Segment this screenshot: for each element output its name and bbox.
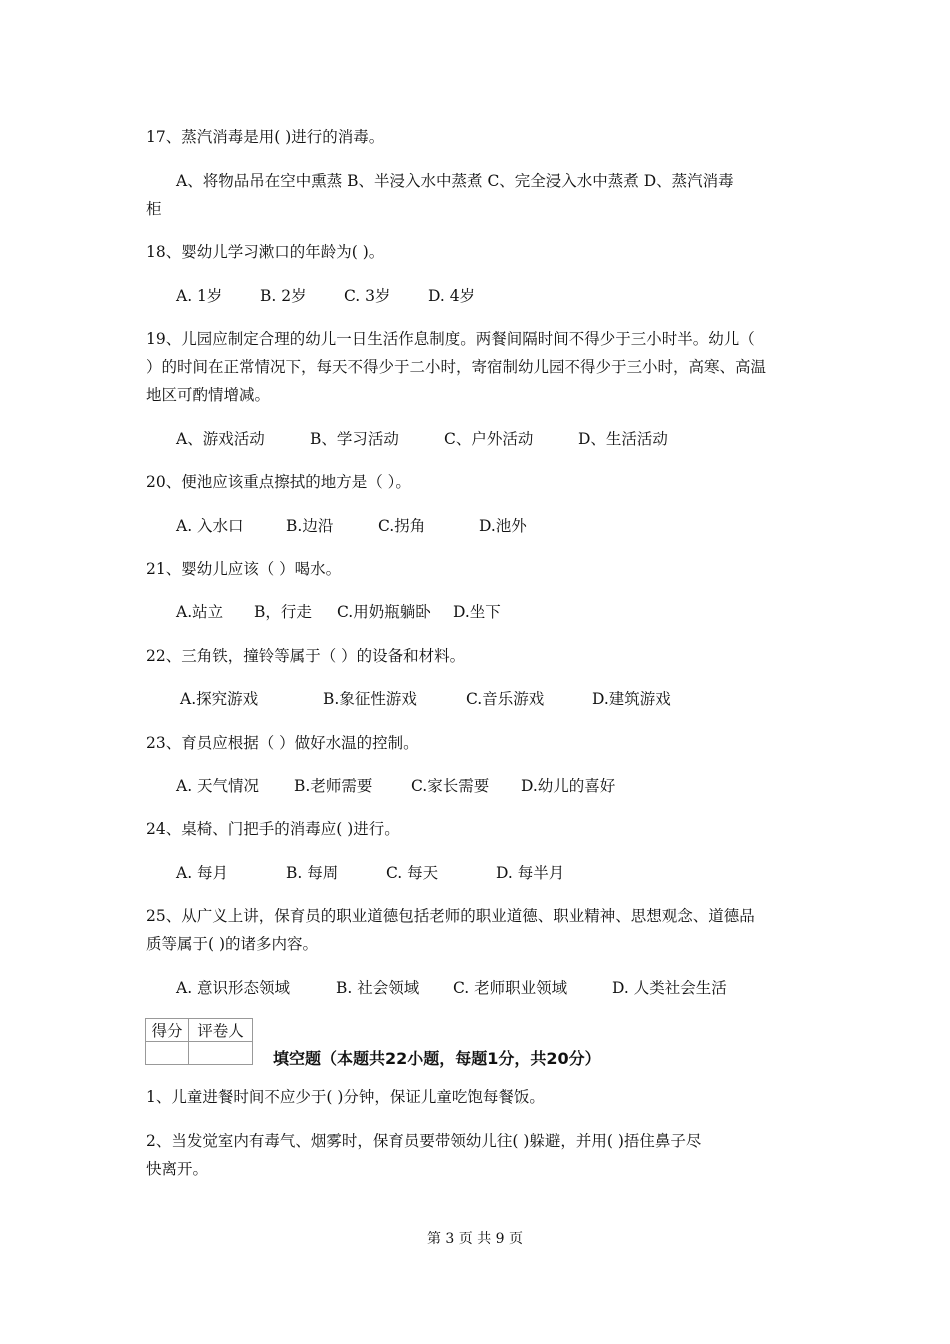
question-22-option-b: B.象征性游戏 (323, 690, 417, 708)
section-title: 填空题（本题共22小题，每题1分，共20分） (273, 1049, 601, 1068)
question-24-option-d: D. 每半月 (496, 864, 565, 882)
question-18-option-a: A. 1岁 (176, 287, 223, 305)
question-23-option-b: B.老师需要 (294, 777, 373, 795)
question-18-option-b: B. 2岁 (260, 287, 307, 305)
question-22-option-a: A.探究游戏 (180, 690, 259, 708)
fill-question-2-stem-line1: 2、当发觉室内有毒气、烟雾时，保育员要带领幼儿往( )躲避，并用( )捂住鼻子尽 (146, 1132, 702, 1150)
question-19-option-a: A、游戏活动 (176, 430, 265, 448)
question-19-option-b: B、学习活动 (310, 430, 399, 448)
question-20-option-b: B.边沿 (286, 517, 334, 535)
question-21-stem: 21、婴幼儿应该（ ）喝水。 (146, 560, 342, 578)
question-24-option-a: A. 每月 (176, 864, 229, 882)
question-21-option-d: D.坐下 (453, 603, 501, 621)
fill-question-1-stem: 1、儿童进餐时间不应少于( )分钟，保证儿童吃饱每餐饭。 (146, 1088, 545, 1106)
question-19-option-d: D、生活活动 (578, 430, 668, 448)
question-20-option-c: C.拐角 (378, 517, 426, 535)
question-20-stem: 20、便池应该重点擦拭的地方是（ ）。 (146, 473, 411, 491)
fill-question-2-stem-line2: 快离开。 (146, 1160, 209, 1178)
question-23-option-d: D.幼儿的喜好 (521, 777, 616, 795)
question-25-option-b: B. 社会领域 (336, 979, 420, 997)
question-22-stem: 22、三角铁，撞铃等属于（ ）的设备和材料。 (146, 647, 466, 665)
question-21-option-c: C.用奶瓶躺卧 (337, 603, 431, 621)
question-20-option-a: A. 入水口 (176, 517, 244, 535)
question-19-option-c: C、户外活动 (444, 430, 534, 448)
question-22-option-d: D.建筑游戏 (592, 690, 671, 708)
question-19-stem-line1: 19、儿园应制定合理的幼儿一日生活作息制度。两餐间隔时间不得少于三小时半。幼儿（ (146, 330, 755, 348)
question-18-option-c: C. 3岁 (344, 287, 391, 305)
question-23-stem: 23、育员应根据（ ）做好水温的控制。 (146, 734, 419, 752)
question-25-stem-line2: 质等属于( )的诸多内容。 (146, 935, 319, 953)
question-23-option-c: C.家长需要 (411, 777, 490, 795)
question-23-option-a: A. 天气情况 (176, 777, 260, 795)
question-17-options-wrap: 柜 (146, 200, 162, 218)
question-20-option-d: D.池外 (479, 517, 527, 535)
question-22-option-c: C.音乐游戏 (466, 690, 545, 708)
question-19-stem-line2: ）的时间在正常情况下，每天不得少于二小时，寄宿制幼儿园不得少于三小时，高寒、高温 (146, 358, 767, 376)
question-18-option-d: D. 4岁 (428, 287, 476, 305)
question-25-stem-line1: 25、从广义上讲，保育员的职业道德包括老师的职业道德、职业精神、思想观念、道德品 (146, 907, 755, 925)
score-cell (146, 1042, 189, 1065)
question-21-option-a: A.站立 (176, 603, 224, 621)
question-24-option-c: C. 每天 (386, 864, 439, 882)
score-table (145, 1018, 253, 1064)
grader-cell (189, 1042, 253, 1065)
page-number: 第 3 页 共 9 页 (426, 1231, 524, 1247)
question-21-option-b: B，行走 (254, 603, 312, 621)
question-18-stem: 18、婴幼儿学习漱口的年龄为( )。 (146, 243, 385, 261)
question-25-option-a: A. 意识形态领域 (176, 979, 291, 997)
question-17-stem: 17、蒸汽消毒是用( )进行的消毒。 (146, 128, 385, 146)
question-17-options: A、将物品吊在空中熏蒸 B、半浸入水中蒸煮 C、完全浸入水中蒸煮 D、蒸汽消毒 (176, 172, 734, 190)
question-24-stem: 24、桌椅、门把手的消毒应( )进行。 (146, 820, 400, 838)
question-25-option-c: C. 老师职业领域 (453, 979, 568, 997)
question-24-option-b: B. 每周 (286, 864, 339, 882)
question-19-stem-line3: 地区可酌情增减。 (146, 386, 271, 404)
score-header: 得分 (146, 1019, 189, 1042)
question-25-option-d: D. 人类社会生活 (612, 979, 727, 997)
grader-header: 评卷人 (189, 1019, 253, 1042)
